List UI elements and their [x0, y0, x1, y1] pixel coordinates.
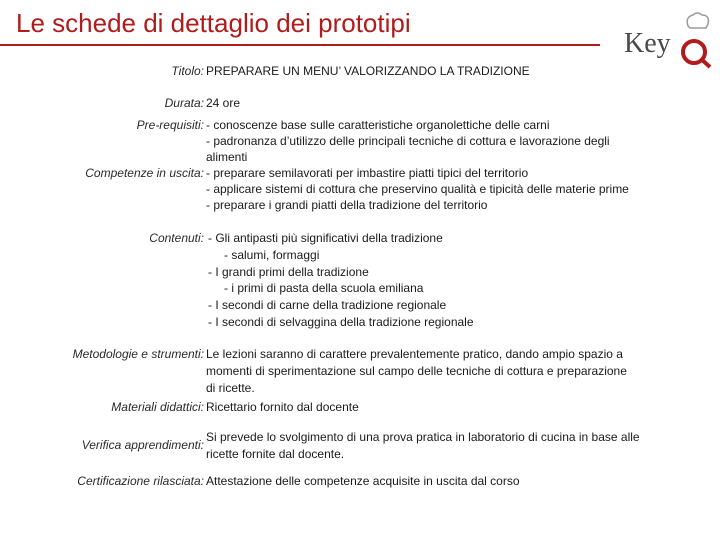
chef-hat-icon	[624, 12, 716, 70]
contenuti-line: - I secondi di carne della tradizione regionale	[208, 298, 447, 313]
value-titolo: PREPARARE UN MENU’ VALORIZZANDO LA TRADIZIONE	[206, 64, 530, 78]
competenze-line: - applicare sistemi di cottura che preservino qualità e tipicità delle materie prime	[206, 182, 629, 196]
competenze-line: - preparare semilavorati per imbastire piatti tipici del territorio	[206, 166, 529, 180]
logo-text: Key	[624, 28, 671, 59]
value-competenze	[206, 165, 629, 213]
label-contenuti: Contenuti:	[149, 231, 204, 245]
title-underline	[0, 44, 600, 46]
label-competenze: Competenze in uscita:	[85, 166, 204, 180]
value-metodologie	[206, 346, 627, 397]
label-durata: Durata:	[164, 96, 204, 110]
value-certificazione: Attestazione delle competenze acquisite in uscita dal corso	[206, 474, 520, 488]
value-verifica	[206, 429, 640, 463]
contenuti-line: - i primi di pasta della scuola emiliana	[224, 281, 424, 296]
key-logo	[624, 12, 716, 70]
prerequisiti-line: - conoscenze base sulle caratteristiche organolettiche delle carni	[206, 118, 550, 132]
metodologie-line: di ricette.	[206, 381, 255, 395]
verifica-line: Si prevede lo svolgimento di una prova pratica in laboratorio di cucina in base alle	[206, 430, 640, 444]
contenuti-line: - I secondi di selvaggina della tradizione regionale	[208, 314, 474, 329]
competenze-line: - preparare i grandi piatti della tradizione del territorio	[206, 198, 488, 212]
label-prerequisiti: Pre-requisiti:	[136, 118, 204, 132]
label-certificazione: Certificazione rilasciata:	[77, 474, 204, 488]
page-title: Le schede di dettaglio dei prototipi	[16, 8, 411, 38]
value-prerequisiti	[206, 117, 610, 165]
value-contenuti	[208, 230, 474, 331]
value-durata: 24 ore	[206, 96, 241, 110]
label-verifica: Verifica apprendimenti:	[81, 438, 204, 452]
metodologie-line: momenti di sperimentazione sul campo delle tecniche di cottura e preparazione	[206, 364, 627, 378]
metodologie-line: Le lezioni saranno di carattere prevalentemente pratico, dando ampio spazio a	[206, 347, 623, 361]
contenuti-line: - Gli antipasti più significativi della tradizione	[208, 231, 443, 245]
label-metodologie: Metodologie e strumenti:	[72, 347, 204, 361]
contenuti-line: - I grandi primi della tradizione	[208, 264, 369, 279]
label-titolo: Titolo:	[171, 64, 204, 78]
contenuti-line: - salumi, formaggi	[224, 247, 320, 262]
verifica-line: ricette fornite dal docente.	[206, 447, 345, 461]
prerequisiti-line: - padronanza d’utilizzo delle principali tecniche di cottura e lavorazione degli	[206, 134, 610, 148]
label-materiali: Materiali didattici:	[111, 400, 204, 414]
prerequisiti-line: alimenti	[206, 150, 248, 164]
value-materiali: Ricettario fornito dal docente	[206, 400, 359, 414]
